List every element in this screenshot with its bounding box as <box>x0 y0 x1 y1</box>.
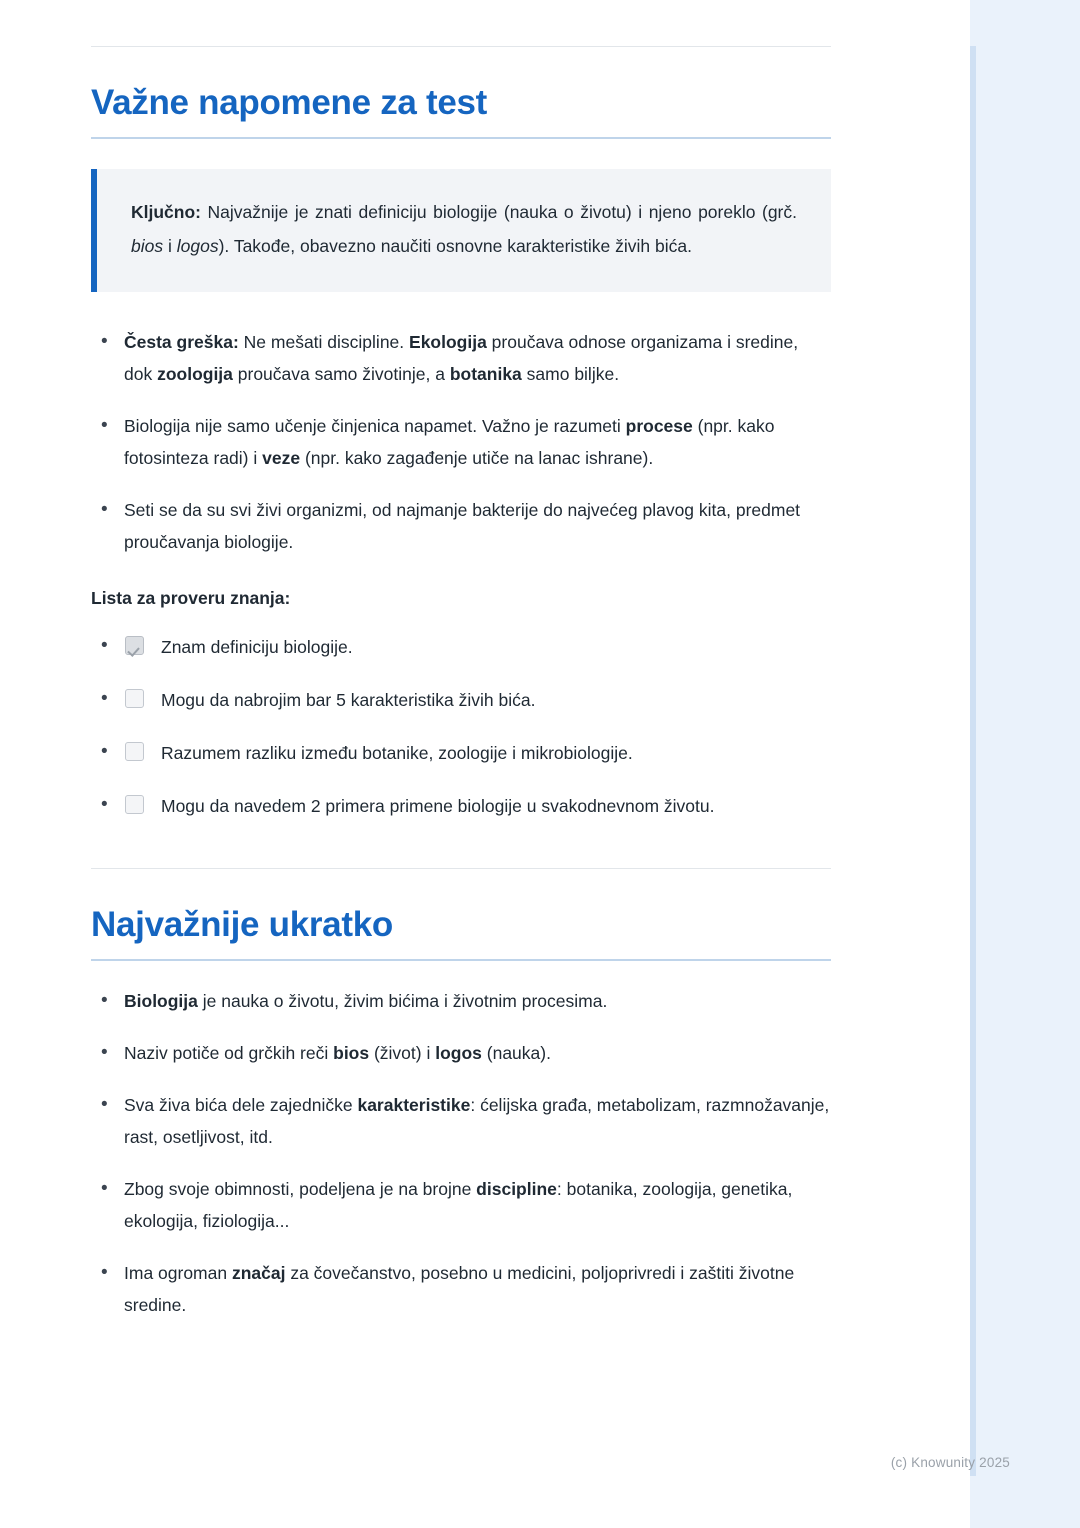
checkbox-icon[interactable] <box>125 795 144 814</box>
callout-part-2: i <box>163 236 177 257</box>
callout-text <box>131 195 797 263</box>
checklist-label: Razumem razliku između botanike, zoologije i mikrobiologije. <box>161 742 633 763</box>
list-item <box>91 631 831 663</box>
list-item <box>91 684 831 716</box>
callout-part-3: ). Takođe, obavezno naučiti osnovne karakteristike živih bića. <box>218 236 692 257</box>
checkbox-icon[interactable] <box>125 742 144 761</box>
bullet-text: je nauka o životu, živim bićima i životnim procesima. <box>197 990 608 1011</box>
bullet-text: za čovečanstvo, posebno u medicini, poljoprivredi i zaštiti životne sredine. <box>124 1263 795 1316</box>
bullet-text: (život) i <box>369 1042 436 1063</box>
list-item <box>91 410 831 474</box>
bullet-text: Ne mešati discipline. <box>238 331 410 352</box>
callout-part-1: Najvažnije je znati definiciju biologije (nauka o životu) i njeno poreklo (grč. <box>201 202 797 223</box>
title-divider <box>91 959 831 961</box>
list-item <box>91 326 831 390</box>
summary-bullet-list <box>91 985 831 1321</box>
list-item <box>91 1089 831 1153</box>
notes-bullet-list <box>91 326 831 558</box>
bullet-text: Zbog svoje obimnosti, podeljena je na brojne <box>124 1178 477 1199</box>
bullet-text: samo biljke. <box>521 363 620 384</box>
callout-italic-logos: logos <box>176 236 219 257</box>
list-item <box>91 790 831 822</box>
list-item <box>91 1173 831 1237</box>
bullet-text: Biologija nije samo učenje činjenica napamet. Važno je razumeti <box>124 415 626 436</box>
checklist-label: Znam definiciju biologije. <box>161 636 353 657</box>
bullet-text: Seti se da su svi živi organizmi, od najmanje bakterije do najvećeg plavog kita, predmet proučavanja biologije. <box>124 499 801 552</box>
copyright-footer: (c) Knowunity 2025 <box>890 1455 1010 1470</box>
bullet-text: Naziv potiče od grčkih reči <box>124 1042 334 1063</box>
bullet-text: Ima ogroman <box>124 1263 232 1283</box>
callout-label: Ključno: <box>131 202 201 223</box>
bullet-emphasis: Biologija <box>124 990 198 1011</box>
bullet-text: proučava samo životinje, a <box>232 363 450 384</box>
bullet-emphasis: veze <box>262 447 301 468</box>
checklist-label: Mogu da nabrojim bar 5 karakteristika živih bića. <box>161 689 536 710</box>
bullet-text: : botanika, zoologija, genetika, ekologija, fiziologija... <box>124 1178 793 1231</box>
bullet-emphasis: značaj <box>231 1263 286 1283</box>
bullet-emphasis: Česta greška: <box>124 331 239 352</box>
bullet-text: (npr. kako fotosinteza radi) i <box>124 415 775 468</box>
list-item <box>91 1257 831 1321</box>
bullet-emphasis: zoologija <box>157 363 233 384</box>
page-title: Važne napomene za test <box>91 83 488 122</box>
list-item <box>91 494 831 558</box>
document-content <box>91 0 831 1341</box>
checklist-heading: Lista za proveru znanja: <box>91 587 291 608</box>
bullet-emphasis: Ekologija <box>409 331 487 352</box>
checkbox-icon[interactable] <box>125 689 144 708</box>
bullet-text: : ćelijska građa, metabolizam, razmnožavanje, rast, osetljivost, itd. <box>124 1094 830 1147</box>
bullet-emphasis: procese <box>625 415 693 436</box>
bullet-text: (npr. kako zagađenje utiče na lanac ishrane). <box>300 447 654 468</box>
page-side-accent <box>970 46 976 1476</box>
list-item <box>91 1037 831 1069</box>
section-title-summary: Najvažnije ukratko <box>91 904 393 944</box>
bullet-text: proučava odnose organizama i sredine, dok <box>124 331 799 384</box>
section-divider <box>91 868 831 869</box>
page-side-strip <box>970 0 1080 1528</box>
callout-italic-bios: bios <box>131 236 164 257</box>
bullet-emphasis: discipline <box>476 1178 557 1199</box>
knowledge-checklist <box>91 631 831 822</box>
list-item <box>91 985 831 1017</box>
bullet-emphasis: bios <box>333 1042 370 1063</box>
top-divider <box>91 46 831 47</box>
bullet-text: Sva živa bića dele zajedničke <box>124 1094 358 1115</box>
bullet-emphasis: logos <box>435 1042 482 1063</box>
bullet-emphasis: karakteristike <box>357 1094 471 1115</box>
list-item <box>91 737 831 769</box>
key-callout <box>91 169 831 291</box>
bullet-emphasis: botanika <box>449 363 522 384</box>
checklist-label: Mogu da navedem 2 primera primene biologije u svakodnevnom životu. <box>161 795 715 816</box>
checkbox-checked-icon[interactable] <box>125 636 144 655</box>
title-divider <box>91 137 831 139</box>
bullet-text: (nauka). <box>481 1042 551 1063</box>
